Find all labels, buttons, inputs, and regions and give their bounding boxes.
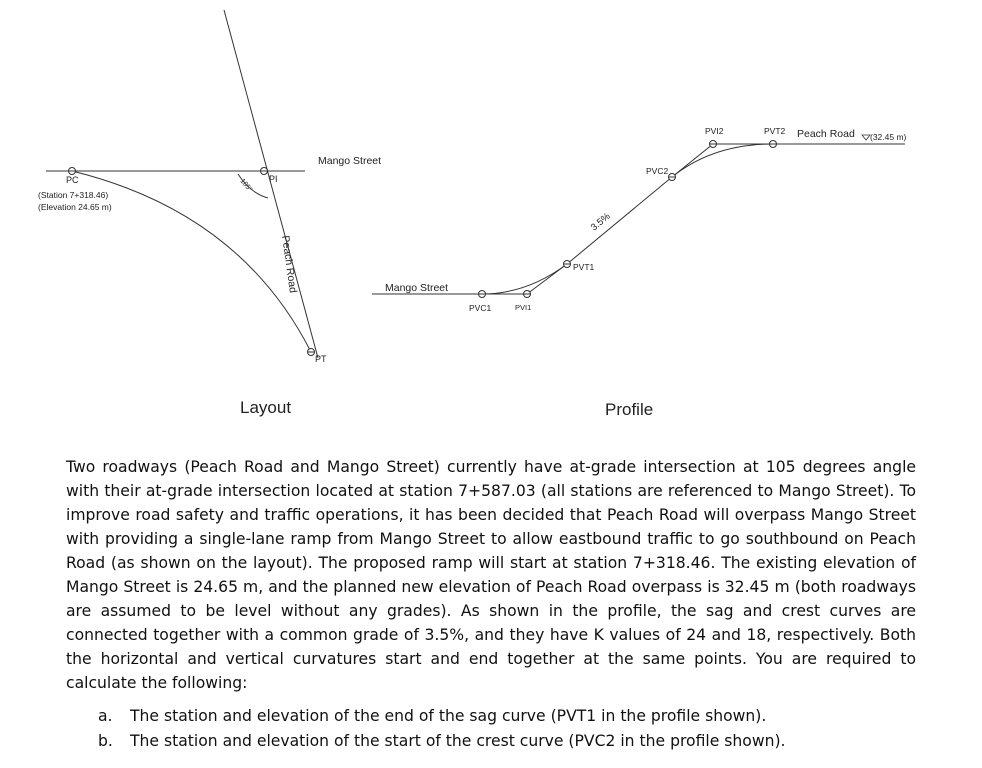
pvc2-label: PVC2 [646, 166, 669, 176]
pvi1-label: PVI1 [515, 303, 532, 312]
sag-tangent-up [527, 264, 567, 294]
task-item [66, 704, 946, 729]
crest-tangent-up [672, 144, 713, 177]
profile-mango-label: Mango Street [385, 282, 449, 294]
layout-caption: Layout [240, 398, 292, 417]
task-item [66, 729, 946, 754]
task-text: The station and elevation of the end of the sag curve (PVT1 in the profile shown). [130, 707, 767, 725]
layout-mango-label: Mango Street [318, 155, 382, 167]
task-text: The station and elevation of the start of the crest curve (PVC2 in the profile shown). [130, 732, 786, 750]
task-marker: b. [98, 732, 113, 750]
profile-peach-label: Peach Road [797, 128, 855, 140]
peach-road-line [224, 10, 318, 358]
pt-label: PT [315, 354, 327, 364]
pc-label: PC [66, 175, 79, 185]
pc-station: (Station 7+318.46) [38, 190, 109, 200]
pvi2-label: PVI2 [705, 126, 724, 136]
pvc1-label: PVC1 [469, 303, 492, 313]
sag-curve [482, 264, 567, 294]
layout-peach-label: Peach Road [279, 234, 299, 294]
task-marker: a. [98, 707, 113, 725]
angle-label: 105° [238, 177, 254, 194]
pvt1-label: PVT1 [573, 262, 595, 272]
pvt2-label: PVT2 [764, 126, 786, 136]
profile-caption: Profile [605, 400, 654, 419]
task-list [66, 704, 946, 754]
elevation-triangle [862, 135, 870, 140]
common-grade [567, 177, 672, 264]
layout-diagram [46, 10, 318, 358]
elevation-label: (32.45 m) [870, 132, 907, 142]
profile-diagram [372, 135, 905, 298]
grade-label: 3.5% [588, 210, 613, 234]
crest-curve [672, 144, 773, 177]
pc-elevation: (Elevation 24.65 m) [38, 202, 112, 212]
pi-label: PI [269, 174, 278, 184]
problem-statement: Two roadways (Peach Road and Mango Street) currently have at-grade intersection at 105 degrees angle with their at-grade intersection located at station 7+587.03 (all stations are referenced to Mango Street). To improve road safety and traffic operations, it has been decided that Peach Road will overpass Mango Street with providing a single-lane ramp from Mango Street to allow eastbound traffic to go southbound on Peach Road (as shown on the layout). The proposed ramp will start at station 7+318.46. The existing elevation of Mango Street is 24.65 m, and the planned new elevation of Peach Road overpass is 32.45 m (both roadways are assumed to be level without any grades). As shown in the profile, the sag and crest curves are connected together with a common grade of 3.5%, and they have K values of 24 and 18, respectively. Both the horizontal and vertical curvatures start and end together at the same points. You are required to calculate the following: [66, 458, 916, 692]
